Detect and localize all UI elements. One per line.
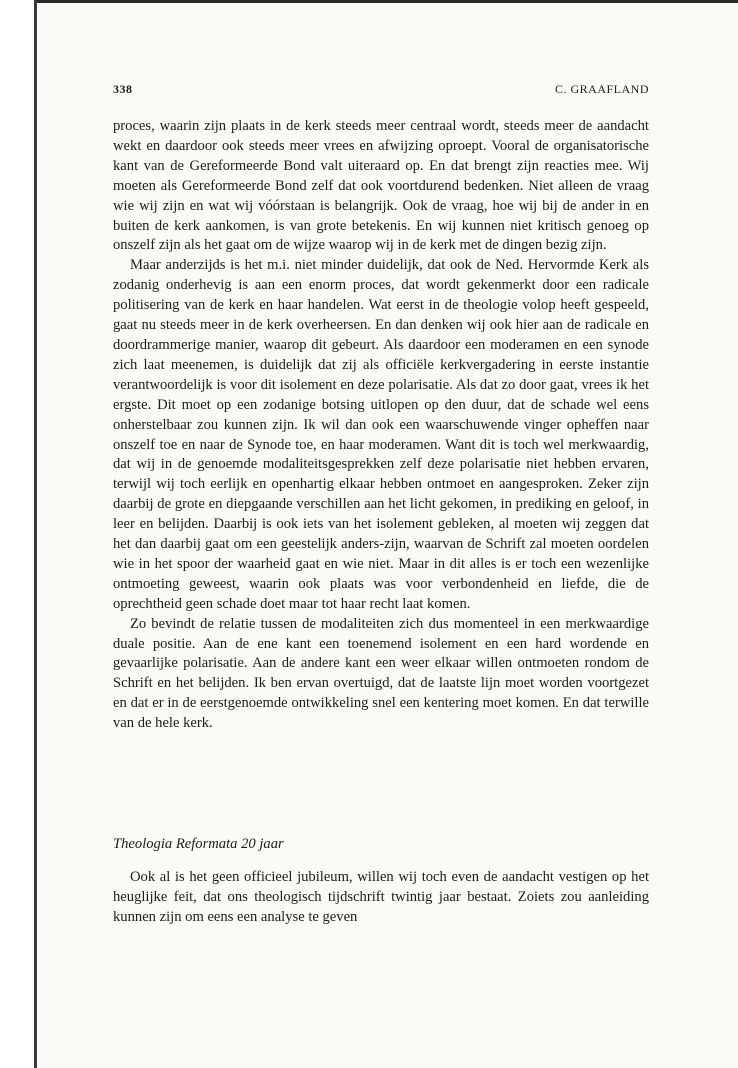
paragraph: Zo bevindt de relatie tussen de modaliteiten zich dus momenteel in een merkwaardige duale positie. Aan de ene kant een toenemend isolement en een hard wordende en gevaarlijke polarisatie. Aan de andere kant een weer elkaar willen ontmoeten rondom de Schrift en het belijden. Ik ben ervan overtuigd, dat de laatste lijn moet worden voortgezet en dat er in de eerstgenoemde ontwikkeling snel een kentering moet komen. En dat terwille van de hele kerk. <box>113 615 649 732</box>
section-heading: Theologia Reformata 20 jaar <box>113 836 284 852</box>
running-head-author: C. GRAAFLAND <box>554 82 649 96</box>
paragraph-continuation: proces, waarin zijn plaats in de kerk steeds meer centraal wordt, steeds meer de aandacht wekt en daardoor ook steeds meer vrees en afwijzing oproept. Vooral de organisatorische kant van de Gereformeerde Bond valt uiteraard op. En dat brengt zijn reacties mee. Wij moeten als Gereformeerde Bond zelf dat ook voortdurend bedenken. Niet alleen de vraag wie wij zijn en wat wij vóórstaan is belangrijk. Ook de vraag, hoe wij bij de ander in en buiten de kerk aankomen, is van grote betekenis. En wij kunnen niet kritisch genoeg op onszelf zijn als het gaat om de wijze waarop wij in de kerk met de dingen bezig zijn. <box>113 118 649 254</box>
paragraph: Maar anderzijds is het m.i. niet minder duidelijk, dat ook de Ned. Hervormde Kerk als zodanig onderhevig is aan een enorm proces, dat wordt gekenmerkt door een radicale politisering van de kerk en haar handelen. Wat eerst in de theologie volop heeft gespeeld, gaat nu steeds meer in de kerk overheersen. En dan denken wij ook hier aan de radicale en doordrammerige manier, waarop dit gebeurt. Als daardoor een moderamen en een synode zich laat meenemen, is duidelijk dat zij als officiële kerkvergadering in eerste instantie verantwoordelijk is voor dit isolement en deze polarisatie. Als dat zo door gaat, vrees ik het ergste. Dit moet op een zodanige botsing uitlopen op den duur, dat de schade wel eens onherstelbaar zou kunnen zijn. Ik wil dan ook een waarschuwende vinger opheffen naar onszelf toe en naar de Synode toe, en haar moderamen. Want dit is toch wel merkwaardig, dat wij in de genoemde modaliteitsgesprekken zelf deze polarisatie niet hebben ervaren, terwijl wij toch eerlijk en openhartig elkaar hebben ontmoet en aangesproken. Zeker zijn daarbij de grote en diepgaande verschillen aan het licht gekomen, in prediking en geloof, in leer en belijden. Daarbij is ook iets van het isolement gebleken, al moeten wij zeggen dat het dan daarbij gaat om een geestelijk anders-zijn, waarvan de Schrift zal moeten oordelen wie in het spoor der waarheid gaat en wie niet. Maar in dit alles is er toch een wezenlijke ontmoeting geweest, waarin ook plaats was voor verbondenheid en liefde, die de oprechtheid geen schade doet maar tot haar recht laat komen. <box>113 257 649 612</box>
paragraph: Ook al is het geen officieel jubileum, willen wij toch even de aandacht vestigen op het heuglijke feit, dat ons theologisch tijdschrift twintig jaar bestaat. Zoiets zou aanleiding kunnen zijn om eens een analyse te geven <box>113 869 649 925</box>
section-body <box>113 867 649 927</box>
body-text <box>113 117 649 734</box>
page-number: 338 <box>113 82 133 96</box>
